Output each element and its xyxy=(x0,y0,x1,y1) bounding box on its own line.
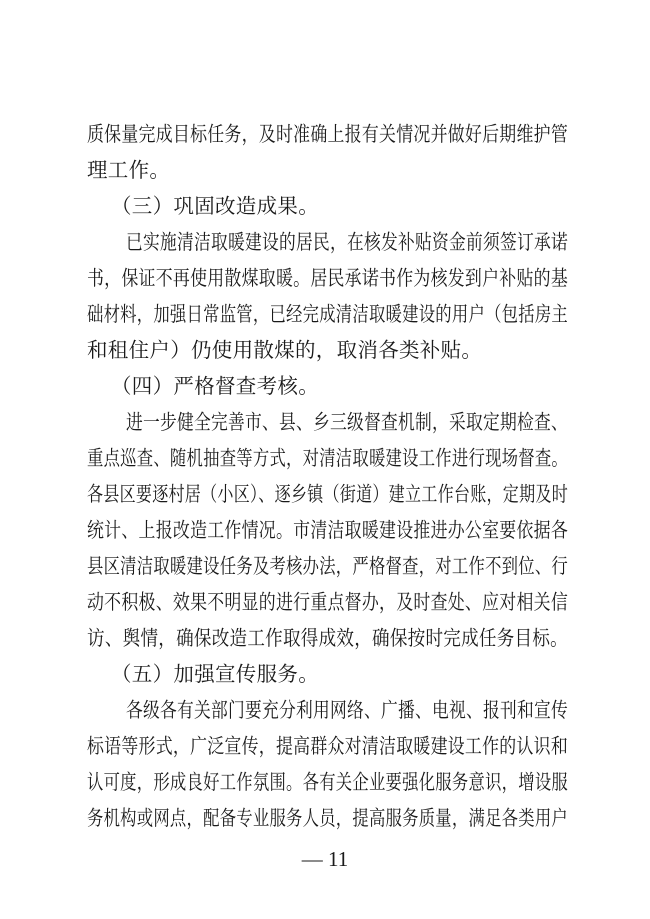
paragraph-line: 动不积极、效果不明显的进行重点督办，及时查处、应对相关信 xyxy=(87,590,568,614)
paragraph-line: 重点巡查、随机抽查等方式，对清洁取暖建设工作进行现场督查。 xyxy=(87,446,568,470)
paragraph-line: 书，保证不再使用散煤取暖。居民承诺书作为核发到户补贴的基 xyxy=(87,266,568,290)
paragraph-line: 理工作。 xyxy=(87,158,171,182)
section-heading: （五）加强宣传服务。 xyxy=(111,662,319,686)
paragraph-line: 质保量完成目标任务，及时准确上报有关情况并做好后期维护管 xyxy=(87,122,568,146)
paragraph-line: 础材料，加强日常监管，已经完成清洁取暖建设的用户（包括房主 xyxy=(87,302,568,326)
paragraph-line: 认可度，形成良好工作氛围。各有关企业要强化服务意识，增设服 xyxy=(87,770,568,794)
paragraph-line: 访、舆情，确保改造工作取得成效，确保按时完成任务目标。 xyxy=(87,626,568,650)
section-heading: （三）巩固改造成果。 xyxy=(111,194,319,218)
paragraph-line: 标语等形式，广泛宣传，提高群众对清洁取暖建设工作的认识和 xyxy=(87,734,568,758)
paragraph-line: 已实施清洁取暖建设的居民，在核发补贴资金前须签订承诺 xyxy=(126,230,568,254)
paragraph-line: 统计、上报改造工作情况。市清洁取暖建设推进办公室要依据各 xyxy=(87,518,568,542)
paragraph-line: 进一步健全完善市、县、乡三级督查机制，采取定期检查、 xyxy=(126,410,568,434)
paragraph-line: 和租住户）仍使用散煤的，取消各类补贴。 xyxy=(87,338,483,362)
paragraph-line: 各级各有关部门要充分利用网络、广播、电视、报刊和宣传 xyxy=(126,698,568,722)
paragraph-line: 各县区要逐村居（小区）、逐乡镇（街道）建立工作台账，定期及时 xyxy=(87,482,568,506)
page-number: — 11 xyxy=(301,847,349,871)
paragraph-line: 务机构或网点，配备专业服务人员，提高服务质量，满足各类用户 xyxy=(87,806,568,830)
paragraph-line: 县区清洁取暖建设任务及考核办法，严格督查，对工作不到位、行 xyxy=(87,554,568,578)
section-heading: （四）严格督查考核。 xyxy=(111,374,319,398)
